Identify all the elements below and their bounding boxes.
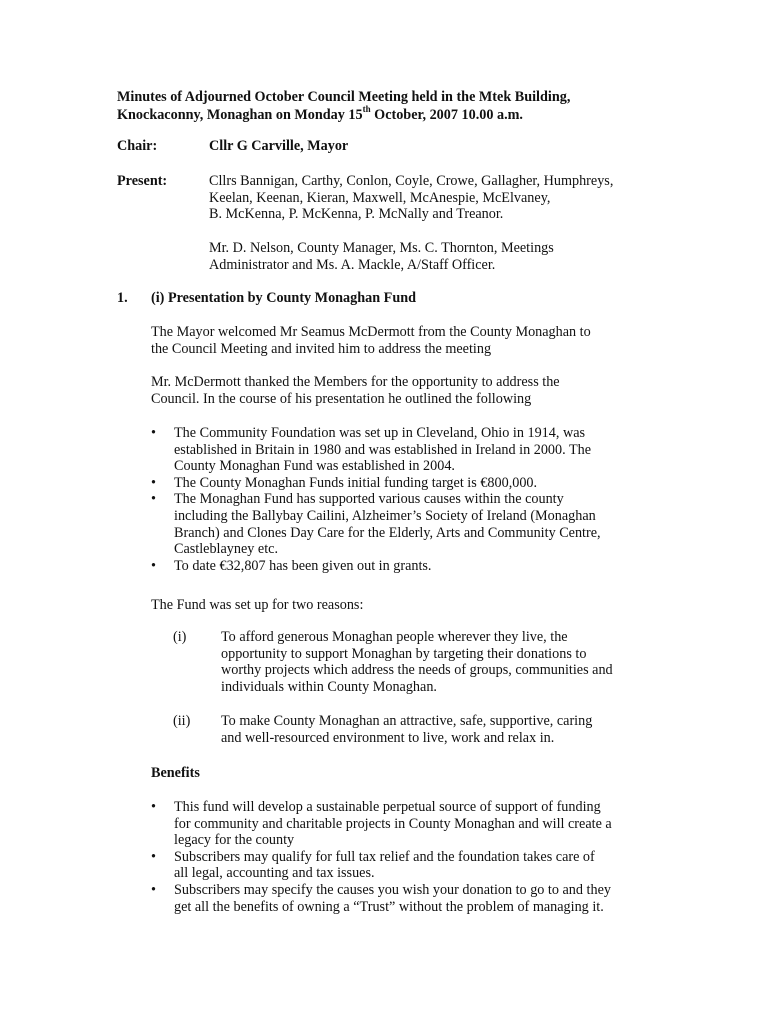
bullet-icon: •	[151, 881, 156, 898]
bullet-line: The Monaghan Fund has supported various causes within the county	[174, 491, 564, 508]
paragraph-line: Council. In the course of his presentation he outlined the following	[151, 390, 532, 407]
reason-number: (ii)	[173, 713, 191, 729]
bullet-icon: •	[151, 425, 156, 441]
benefit-line: get all the benefits of owning a “Trust” without the problem of managing it.	[174, 898, 604, 915]
officials-line: Administrator and Ms. A. Mackle, A/Staff Officer.	[209, 256, 496, 273]
title-line-2-end: October, 2007 10.00 a.m.	[370, 106, 523, 123]
paragraph-welcome	[151, 324, 651, 357]
bullet-line: The County Monaghan Funds initial funding target is €800,000.	[174, 474, 538, 491]
bullet-icon: •	[151, 848, 156, 865]
title-line-2	[117, 103, 677, 125]
bullet-line: County Monaghan Fund was established in 2004.	[174, 458, 455, 475]
members-line: B. McKenna, P. McKenna, P. McNally and Treanor.	[209, 206, 504, 223]
present-label: Present:	[117, 173, 168, 189]
benefit-item	[151, 882, 671, 915]
bullet-item	[151, 558, 671, 575]
benefit-line: Subscribers may qualify for full tax relief and the foundation takes care of	[174, 848, 595, 865]
bullet-icon: •	[151, 474, 156, 491]
benefit-line: for community and charitable projects in County Monaghan and will create a	[174, 815, 612, 832]
bullet-item	[151, 425, 671, 475]
paragraph-line: Mr. McDermott thanked the Members for the opportunity to address the	[151, 374, 560, 390]
chair-label: Chair:	[117, 138, 158, 154]
chair-value: Cllr G Carville, Mayor	[209, 138, 349, 154]
bullet-line: To date €32,807 has been given out in grants.	[174, 557, 432, 574]
reason-line: To afford generous Monaghan people wherever they live, the	[221, 629, 568, 645]
title-superscript: th	[362, 103, 371, 114]
benefit-item	[151, 849, 671, 882]
title-line-1: Minutes of Adjourned October Council Meeting held in the Mtek Building,	[117, 89, 571, 105]
title-line-2-text: Knockaconny, Monaghan on Monday 15	[117, 106, 363, 123]
present-members	[209, 173, 689, 223]
benefit-line: all legal, accounting and tax issues.	[174, 865, 375, 882]
bullet-line: including the Ballybay Cailini, Alzheimer’s Society of Ireland (Monaghan	[174, 507, 596, 524]
presentation-bullets	[151, 425, 671, 574]
reason-text	[221, 629, 661, 695]
officials-line: Mr. D. Nelson, County Manager, Ms. C. Thornton, Meetings	[209, 240, 554, 256]
bullet-line: Branch) and Clones Day Care for the Elderly, Arts and Community Centre,	[174, 524, 601, 541]
item-heading: (i) Presentation by County Monaghan Fund	[151, 290, 417, 306]
benefits-bullets	[151, 799, 671, 915]
present-officials	[209, 240, 689, 273]
bullet-line: established in Britain in 1980 and was established in Ireland in 2000. The	[174, 441, 592, 458]
paragraph-line: the Council Meeting and invited him to address the meeting	[151, 340, 492, 357]
bullet-icon: •	[151, 799, 156, 815]
reason-text	[221, 713, 661, 746]
bullet-icon: •	[151, 557, 156, 574]
paragraph-thanks	[151, 374, 651, 407]
reasons-intro: The Fund was set up for two reasons:	[151, 597, 364, 613]
reason-line: individuals within County Monaghan.	[221, 678, 437, 695]
reason-line: To make County Monaghan an attractive, safe, supportive, caring	[221, 713, 593, 729]
document-title	[117, 89, 677, 124]
item-number: 1.	[117, 290, 128, 306]
bullet-line: Castleblayney etc.	[174, 541, 279, 558]
bullet-item	[151, 491, 671, 557]
benefit-line: This fund will develop a sustainable perpetual source of support of funding	[174, 799, 601, 815]
benefit-line: legacy for the county	[174, 832, 295, 849]
paragraph-line: The Mayor welcomed Mr Seamus McDermott from the County Monaghan to	[151, 324, 591, 340]
reason-line: and well-resourced environment to live, work and relax in.	[221, 729, 555, 746]
bullet-line: The Community Foundation was set up in Cleveland, Ohio in 1914, was	[174, 425, 586, 441]
bullet-item	[151, 475, 671, 492]
reason-number: (i)	[173, 629, 187, 645]
benefits-heading: Benefits	[151, 765, 200, 781]
bullet-icon: •	[151, 491, 156, 508]
reason-line: opportunity to support Monaghan by targeting their donations to	[221, 645, 587, 662]
reason-line: worthy projects which address the needs of groups, communities and	[221, 662, 613, 679]
benefit-item	[151, 799, 671, 849]
benefit-line: Subscribers may specify the causes you wish your donation to go to and they	[174, 881, 611, 898]
members-line: Keelan, Keenan, Kieran, Maxwell, McAnespie, McElvaney,	[209, 189, 551, 206]
members-line: Cllrs Bannigan, Carthy, Conlon, Coyle, Crowe, Gallagher, Humphreys,	[209, 173, 614, 189]
